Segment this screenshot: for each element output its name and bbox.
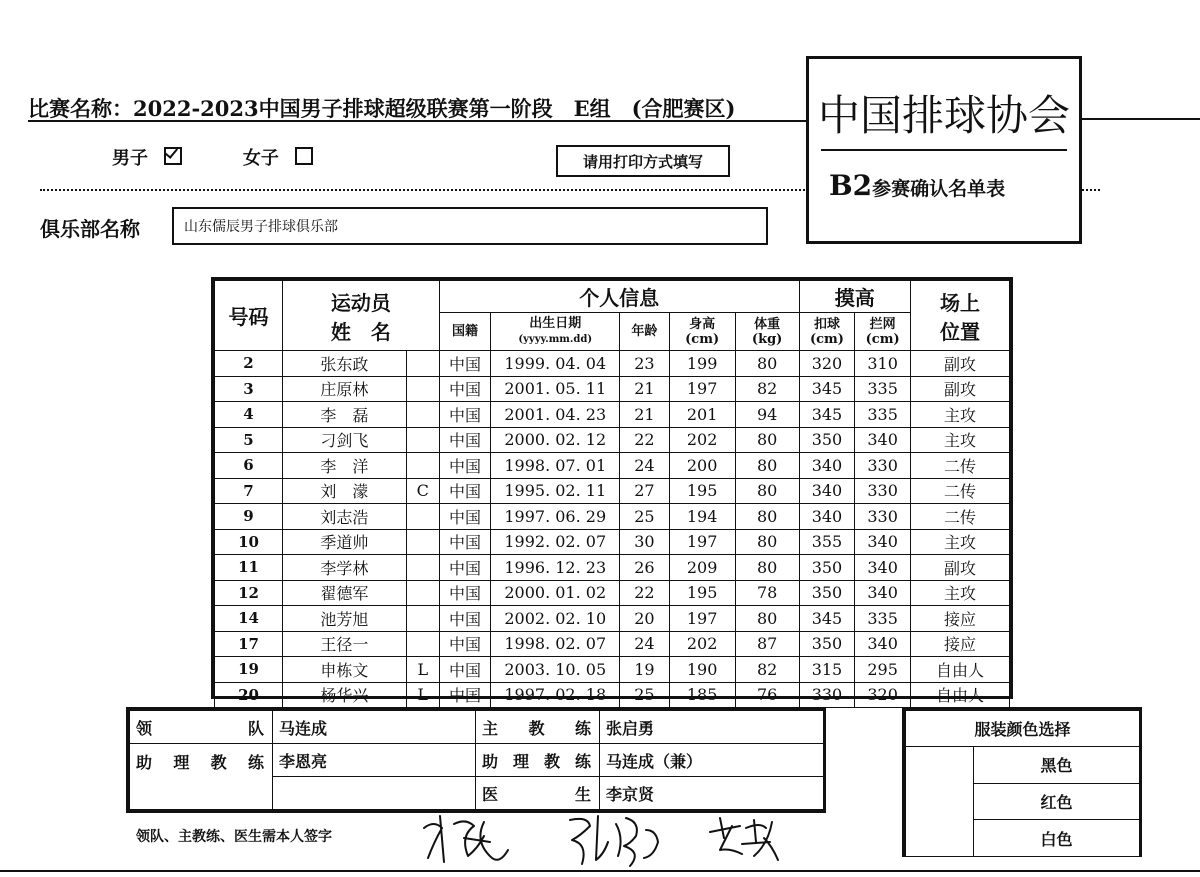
cell-height: 194 (669, 504, 735, 530)
cell-block: 340 (855, 529, 911, 555)
cell-nation: 中国 (439, 657, 491, 683)
header-number: 号码 (215, 281, 283, 351)
cell-weight: 76 (735, 682, 799, 708)
cell-age: 26 (620, 555, 669, 581)
cell-nation: 中国 (439, 555, 491, 581)
cell-number: 9 (215, 504, 283, 530)
cell-name: 李 磊 (283, 402, 407, 428)
header-block (855, 313, 911, 351)
cell-nation: 中国 (439, 606, 491, 632)
cell-number: 3 (215, 376, 283, 402)
cell-birth: 2002. 02. 10 (491, 606, 620, 632)
cell-spike: 350 (799, 631, 855, 657)
cell-spike: 315 (799, 657, 855, 683)
header-athlete-line2: 姓 名 (330, 319, 391, 344)
form-code-number: B2 (829, 169, 873, 202)
header-athlete-line1: 运动员 (330, 290, 391, 315)
cell-weight: 80 (735, 427, 799, 453)
cell-birth: 1997. 02. 18 (491, 682, 620, 708)
doctor-name[interactable]: 李京贤 (600, 777, 824, 810)
cell-nation: 中国 (439, 682, 491, 708)
table-row (215, 657, 1010, 683)
cell-block: 335 (855, 606, 911, 632)
match-underline (28, 120, 808, 122)
cell-age: 24 (620, 453, 669, 479)
cell-block: 340 (855, 631, 911, 657)
cell-name: 王径一 (283, 631, 407, 657)
cell-birth: 2000. 02. 12 (491, 427, 620, 453)
club-name: 山东儒辰男子排球俱乐部 (184, 219, 338, 235)
cell-number: 5 (215, 427, 283, 453)
cell-number: 14 (215, 606, 283, 632)
cell-weight: 80 (735, 529, 799, 555)
cell-position: 副攻 (910, 376, 1009, 402)
cell-weight: 82 (735, 657, 799, 683)
cell-age: 30 (620, 529, 669, 555)
staff-table (126, 707, 826, 813)
assistant-coach-2-label: 助理教练 (476, 744, 600, 777)
cell-position: 二传 (910, 504, 1009, 530)
leader-name[interactable]: 马连成 (273, 711, 476, 744)
empty-cell (273, 777, 476, 810)
cell-mark (406, 529, 439, 555)
cell-spike: 330 (799, 682, 855, 708)
cell-age: 22 (620, 580, 669, 606)
cell-name: 刁剑飞 (283, 427, 407, 453)
cell-name: 刘志浩 (283, 504, 407, 530)
signature-3 (710, 818, 778, 860)
cell-spike: 350 (799, 580, 855, 606)
cell-position: 自由人 (910, 682, 1009, 708)
table-row (215, 504, 1010, 530)
cell-position: 副攻 (910, 555, 1009, 581)
table-row (215, 453, 1010, 479)
cell-position: 接应 (910, 606, 1009, 632)
dotted-divider (40, 189, 805, 191)
header-age: 年龄 (620, 313, 669, 351)
cell-age: 21 (620, 376, 669, 402)
cell-nation: 中国 (439, 631, 491, 657)
cell-age: 19 (620, 657, 669, 683)
cell-mark (406, 606, 439, 632)
cell-height: 202 (669, 631, 735, 657)
cell-mark (406, 504, 439, 530)
cell-block: 320 (855, 682, 911, 708)
table-row (215, 606, 1010, 632)
cell-age: 25 (620, 504, 669, 530)
assistant-coach-2-name[interactable]: 马连成（兼） (600, 744, 824, 777)
cell-birth: 1996. 12. 23 (491, 555, 620, 581)
print-note: 请用打印方式填写 (556, 145, 730, 177)
gender-selection (112, 144, 313, 170)
header-birth-date-format: (yyyy.mm.dd) (518, 334, 593, 345)
cell-block: 310 (855, 351, 911, 377)
cell-spike: 340 (799, 453, 855, 479)
uniform-color-red[interactable]: 红色 (974, 783, 1140, 820)
cell-name: 李 洋 (283, 453, 407, 479)
cell-height: 195 (669, 478, 735, 504)
cell-position: 接应 (910, 631, 1009, 657)
cell-nation: 中国 (439, 351, 491, 377)
cell-weight: 82 (735, 376, 799, 402)
cell-number: 20 (215, 682, 283, 708)
doctor-label: 医生 (476, 777, 600, 810)
cell-nation: 中国 (439, 478, 491, 504)
right-rule (1080, 118, 1200, 120)
cell-block: 340 (855, 427, 911, 453)
cell-birth: 2001. 04. 23 (491, 402, 620, 428)
head-coach-name[interactable]: 张启勇 (600, 711, 824, 744)
header-birth-date-label: 出生日期 (529, 316, 582, 331)
cell-position: 主攻 (910, 427, 1009, 453)
cell-weight: 80 (735, 504, 799, 530)
table-row (215, 376, 1010, 402)
cell-height: 197 (669, 606, 735, 632)
association-separator (821, 149, 1067, 151)
cell-birth: 1992. 02. 07 (491, 529, 620, 555)
cell-block: 295 (855, 657, 911, 683)
cell-weight: 80 (735, 478, 799, 504)
cell-position: 主攻 (910, 402, 1009, 428)
header-weight-label: 体重 (754, 316, 781, 332)
cell-position: 副攻 (910, 351, 1009, 377)
table-row (215, 478, 1010, 504)
assistant-coach-name[interactable]: 李恩亮 (273, 744, 476, 777)
header-block-unit: (cm) (865, 331, 900, 347)
cell-number: 7 (215, 478, 283, 504)
cell-mark (406, 631, 439, 657)
cell-name: 杨华兴 (283, 682, 407, 708)
cell-height: 201 (669, 402, 735, 428)
uniform-color-table (902, 707, 1142, 857)
uniform-title: 服装颜色选择 (906, 711, 1140, 747)
cell-nation: 中国 (439, 402, 491, 428)
cell-name: 翟德军 (283, 580, 407, 606)
cell-position: 主攻 (910, 580, 1009, 606)
female-checkbox-empty-icon[interactable] (295, 147, 313, 165)
header-spike-unit: (cm) (809, 331, 844, 347)
cell-number: 10 (215, 529, 283, 555)
cell-birth: 2001. 05. 11 (491, 376, 620, 402)
table-row (215, 682, 1010, 708)
signature-2 (570, 816, 658, 866)
cell-birth: 1999. 04. 04 (491, 351, 620, 377)
cell-mark: L (406, 682, 439, 708)
dotted-divider-right (1082, 189, 1100, 191)
table-row (215, 580, 1010, 606)
signature-1 (424, 816, 508, 862)
cell-nation: 中国 (439, 376, 491, 402)
cell-nation: 中国 (439, 529, 491, 555)
cell-age: 27 (620, 478, 669, 504)
cell-height: 190 (669, 657, 735, 683)
header-weight (735, 313, 799, 351)
assistant-coach-label: 助理教练 (130, 744, 273, 810)
male-checkbox-checked-icon[interactable] (164, 147, 182, 165)
cell-name: 庄原林 (283, 376, 407, 402)
cell-height: 202 (669, 427, 735, 453)
cell-spike: 345 (799, 402, 855, 428)
header-nationality: 国籍 (439, 313, 491, 351)
cell-weight: 78 (735, 580, 799, 606)
uniform-color-black[interactable]: 黑色 (974, 747, 1140, 784)
leader-label: 领队 (130, 711, 273, 744)
cell-number: 19 (215, 657, 283, 683)
header-birth-date (491, 313, 620, 351)
cell-number: 6 (215, 453, 283, 479)
cell-number: 12 (215, 580, 283, 606)
cell-nation: 中国 (439, 427, 491, 453)
cell-mark (406, 376, 439, 402)
header-position (910, 281, 1009, 351)
table-row (215, 555, 1010, 581)
table-row (215, 351, 1010, 377)
cell-mark (406, 580, 439, 606)
header-spike (799, 313, 855, 351)
cell-mark: L (406, 657, 439, 683)
cell-spike: 340 (799, 478, 855, 504)
cell-spike: 350 (799, 427, 855, 453)
signature-note: 领队、主教练、医生需本人签字 (136, 829, 332, 845)
roster-table (211, 277, 1013, 706)
cell-age: 20 (620, 606, 669, 632)
cell-block: 330 (855, 478, 911, 504)
cell-mark (406, 427, 439, 453)
header-height-label: 身高 (689, 316, 716, 332)
cell-height: 197 (669, 376, 735, 402)
cell-mark: C (406, 478, 439, 504)
header-height (669, 313, 735, 351)
cell-age: 22 (620, 427, 669, 453)
cell-name: 申栋文 (283, 657, 407, 683)
cell-spike: 350 (799, 555, 855, 581)
cell-name: 季道帅 (283, 529, 407, 555)
female-label: 女子 (242, 148, 279, 169)
club-label: 俱乐部名称 (40, 217, 140, 241)
header-block-label: 拦网 (869, 316, 896, 332)
cell-birth: 2003. 10. 05 (491, 657, 620, 683)
cell-position: 自由人 (910, 657, 1009, 683)
cell-spike: 355 (799, 529, 855, 555)
match-name: 比赛名称：2022-2023中国男子排球超级联赛第一阶段 E组 (合肥赛区) (28, 96, 736, 121)
cell-nation: 中国 (439, 580, 491, 606)
cell-birth: 1998. 07. 01 (491, 453, 620, 479)
cell-height: 200 (669, 453, 735, 479)
form-code (829, 169, 1005, 202)
cell-block: 340 (855, 580, 911, 606)
cell-name: 池芳旭 (283, 606, 407, 632)
cell-spike: 345 (799, 376, 855, 402)
cell-mark (406, 402, 439, 428)
cell-spike: 345 (799, 606, 855, 632)
cell-height: 185 (669, 682, 735, 708)
cell-spike: 320 (799, 351, 855, 377)
cell-position: 二传 (910, 453, 1009, 479)
header-weight-unit: (kg) (751, 331, 783, 347)
association-name: 中国排球协会 (817, 91, 1070, 140)
header-position-line1: 场上 (939, 290, 980, 315)
table-row (215, 529, 1010, 555)
cell-age: 25 (620, 682, 669, 708)
cell-birth: 1997. 06. 29 (491, 504, 620, 530)
header-height-unit: (cm) (685, 331, 720, 347)
cell-block: 340 (855, 555, 911, 581)
cell-nation: 中国 (439, 504, 491, 530)
bottom-rule (0, 870, 1200, 872)
cell-block: 335 (855, 402, 911, 428)
cell-number: 11 (215, 555, 283, 581)
cell-number: 4 (215, 402, 283, 428)
cell-height: 197 (669, 529, 735, 555)
cell-weight: 80 (735, 555, 799, 581)
header-reach: 摸高 (799, 281, 910, 313)
cell-birth: 2000. 01. 02 (491, 580, 620, 606)
handwritten-signatures (420, 808, 820, 868)
cell-number: 2 (215, 351, 283, 377)
table-row (215, 631, 1010, 657)
cell-height: 199 (669, 351, 735, 377)
cell-age: 21 (620, 402, 669, 428)
head-coach-label: 主教练 (476, 711, 600, 744)
cell-age: 24 (620, 631, 669, 657)
cell-name: 李学林 (283, 555, 407, 581)
cell-mark (406, 555, 439, 581)
cell-weight: 80 (735, 351, 799, 377)
form-title: 参赛确认名单表 (872, 178, 1006, 200)
male-label: 男子 (112, 148, 148, 169)
association-box (806, 56, 1082, 244)
table-row (215, 402, 1010, 428)
header-spike-label: 扣球 (813, 316, 840, 332)
header-athlete (283, 281, 440, 351)
cell-weight: 80 (735, 606, 799, 632)
cell-weight: 94 (735, 402, 799, 428)
cell-block: 330 (855, 453, 911, 479)
cell-nation: 中国 (439, 453, 491, 479)
cell-birth: 1998. 02. 07 (491, 631, 620, 657)
cell-weight: 80 (735, 453, 799, 479)
header-position-line2: 位置 (939, 319, 980, 344)
cell-position: 主攻 (910, 529, 1009, 555)
header-personal-info: 个人信息 (439, 281, 799, 313)
roster-body (215, 351, 1010, 708)
cell-spike: 340 (799, 504, 855, 530)
table-row (215, 427, 1010, 453)
cell-name: 张东政 (283, 351, 407, 377)
cell-position: 二传 (910, 478, 1009, 504)
club-name-field[interactable] (172, 207, 768, 245)
uniform-color-white[interactable]: 白色 (974, 820, 1140, 857)
cell-number: 17 (215, 631, 283, 657)
cell-weight: 87 (735, 631, 799, 657)
cell-height: 195 (669, 580, 735, 606)
cell-name: 刘 濛 (283, 478, 407, 504)
cell-block: 335 (855, 376, 911, 402)
uniform-blank-column (906, 747, 974, 857)
cell-birth: 1995. 02. 11 (491, 478, 620, 504)
cell-block: 330 (855, 504, 911, 530)
cell-mark (406, 453, 439, 479)
cell-height: 209 (669, 555, 735, 581)
cell-mark (406, 351, 439, 377)
cell-age: 23 (620, 351, 669, 377)
